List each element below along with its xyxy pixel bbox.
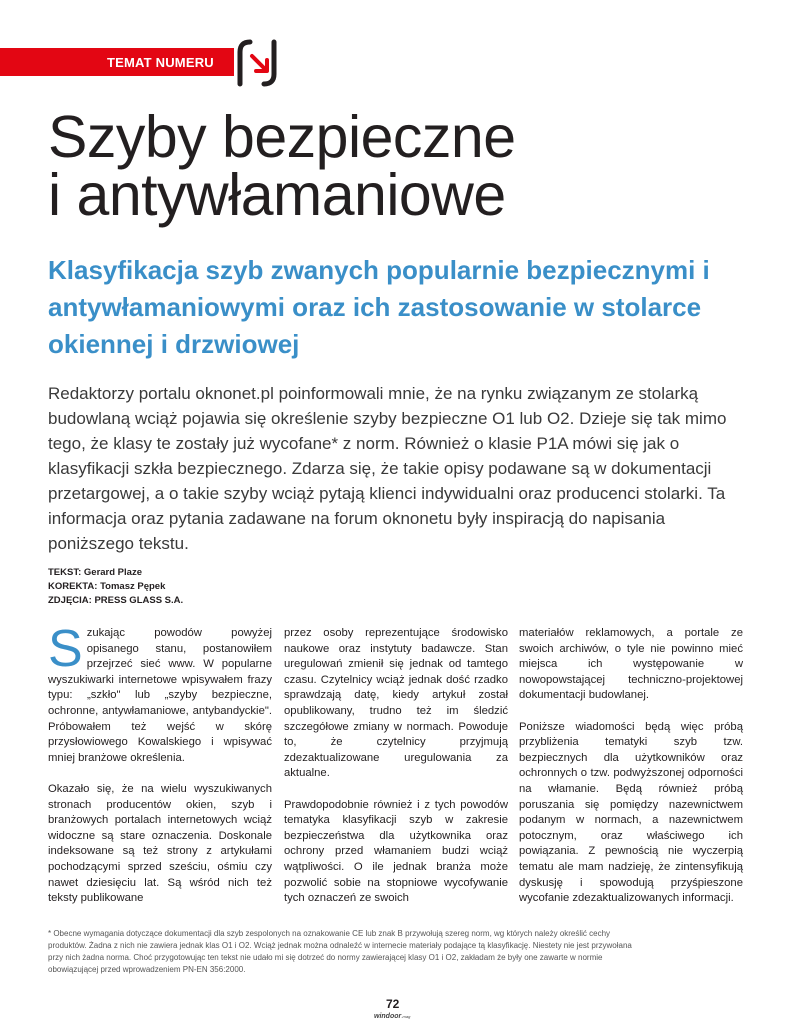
body-paragraph: Prawdopodobnie również i z tych powodów tematyka klasyfikacji szyb w zakresie bezpieczeństwa dla użytkownika oraz ochrony przed włamaniem budzi wciąż wątpliwości. O ile jednak branża może pozwolić sobie na stopniowe wycofywanie tych oznaczeń ze swoich [284,798,508,905]
article-title [48,104,768,228]
title-line-1: Szyby bezpieczne [48,104,516,170]
credit-proof [48,580,348,594]
credit-text-label: TEKST: [48,567,82,578]
body-paragraph [48,620,272,766]
credits [48,566,348,608]
credit-proof-value: Tomasz Pępek [100,581,166,592]
magazine-name: windoor [374,1013,402,1020]
credit-text-value: Gerard Plaze [83,567,142,578]
body-paragraph: Poniższe wiadomości będą więc próbą przybliżenia tematyki szyb tzw. bezpiecznych dla użytkowników oraz ochronnych o tzw. podwyższonej odporności na włamanie. Będą również próbą poruszania się pomiędzy nazewnictwem podanym w normach, a nazewnictwem potocznym, oraz właściwego ich powiązania. Z pewnością nie wyczerpią tematu ale mam nadzieję, że zintensyfikują dyskusję i spowodują przyśpieszone wycofanie zdezaktualizowanych informacji. [519,720,743,905]
body-column-2 [284,626,508,922]
credit-photo [48,594,348,608]
body-paragraph: materiałów reklamowych, a portale ze swoich archiwów, o tyle nie powinno mieć miejsca ich występowanie w nowopowstającej techniczno-projektowej dokumentacji budowlanej. [519,627,743,702]
body-text: zukając powodów powyżej opisanego stanu, postanowiłem przejrzeć sieć www. W popularne wyszukiwarki internetowe wpisywałem frazy typu: „szkło" lub „szyby bezpieczne, ochronne, antywłamaniowe, antybandyckie". Próbowałem też wejść w skórę przysłowiowego Kowalskiego i wpisywać mniej branżowe określenia. [48,627,272,764]
section-label: TEMAT NUMERU [107,55,214,70]
article-subtitle: Klasyfikacja szyb zwanych popularnie bezpiecznymi i antywłamaniowymi oraz ich zastosowanie w stolarce okiennej i drzwiowej [48,255,710,359]
credit-photo-value: PRESS GLASS S.A. [94,595,184,606]
magazine-logo [374,1013,410,1020]
body-column-1 [48,620,272,922]
credit-text [48,566,348,580]
drop-cap: S [48,620,83,678]
magazine-suffix: -mag [401,1014,411,1019]
page-number: 72 [386,997,400,1011]
credit-proof-label: KOREKTA: [48,581,98,592]
body-column-3 [519,626,743,922]
credit-photo-label: ZDJĘCIA: [48,595,92,606]
arrow-bracket-logo-icon [236,38,288,88]
title-line-2: i antywłamaniowe [48,162,506,228]
lead-paragraph: Redaktorzy portalu oknonet.pl poinformowali mnie, że na rynku związanym ze stolarką budowlaną wciąż pojawia się określenie szyby bezpieczne O1 lub O2. Dzieje się tak mimo tego, że klasy te zostały już wycofane* z norm. Również o klasie P1A mówi się jak o klasyfikacji szkła bezpiecznego. Zdarza się, że takie opisy podawane są w dokumentacji przetargowej, a o takie szyby wciąż pytają klienci indywidualni oraz producenci stolarki. Ta informacja oraz pytania zadawane na forum oknonetu były inspiracją do napisania poniższego tekstu. [48,384,727,553]
body-paragraph: przez osoby reprezentujące środowisko naukowe oraz instytuty badawcze. Stan uregulowań zmienił się jednak od tamtego czasu. Czytelnicy wciąż jednak dość rzadko sprawdzają datę, kiedy artykuł został opublikowany, trudno też im śledzić szczegółowe zmiany w normach. Powoduje to, że czytelnicy przyjmują zdezaktualizowane uregulowania za aktualne. [284,627,508,780]
footnote: * Obecne wymagania dotyczące dokumentacji dla szyb zespolonych na oznakowanie CE lub znak B przywołują szereg norm, wg których należy określić cechy produktów. Żadna z nich nie zawiera jednak klas O1 i O2. Wciąż jednak można odnaleźć w internecie materiały podające tą klasyfikację. Niestety nie jest przywołana przy nich żadna norma. Choć przygotowując ten tekst nie udało mi się dotrzeć do normy zawierającej klasy O1 i O2, zakładam że były one zawarte w normie obowiązującej przed wprowadzeniem PN-EN 356:2000. [48,929,632,974]
body-paragraph: Okazało się, że na wielu wyszukiwanych stronach producentów okien, szyb i branżowych portalach internetowych wciąż widoczne są stare oznaczenia. Doskonale indeksowane są też strony z artykułami pochodzącymi sprzed sześciu, ośmiu czy nawet dziesięciu lat. Są wśród nich też teksty publikowane [48,782,272,905]
